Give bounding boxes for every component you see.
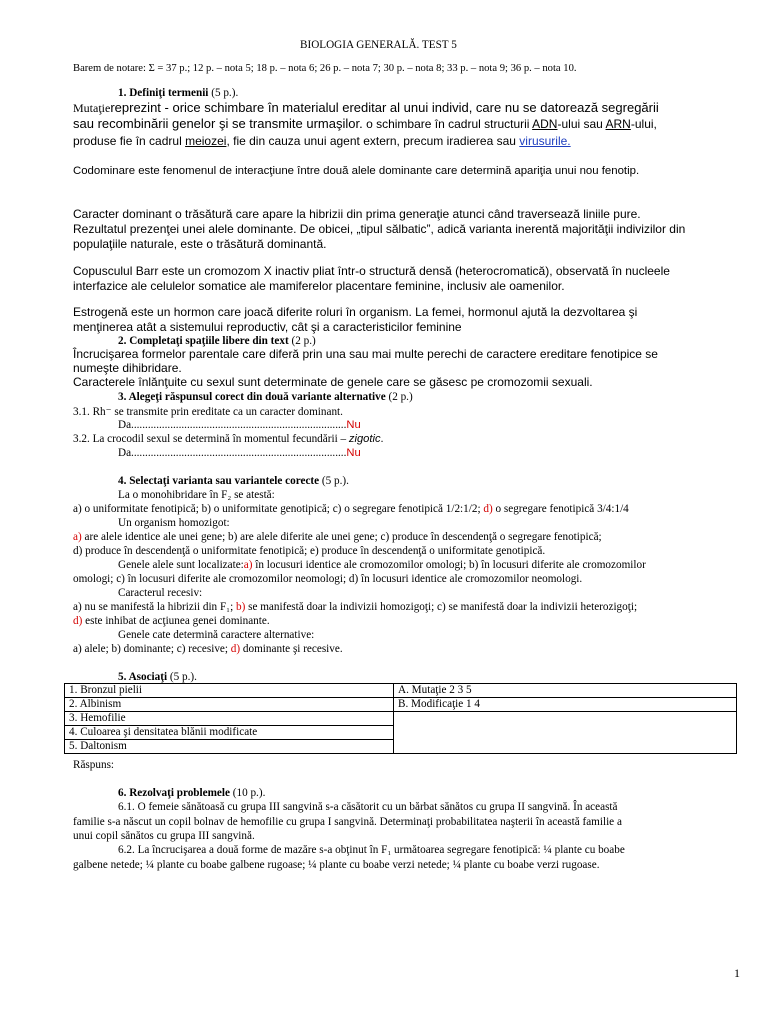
def-caracter-line-2: Rezultatul prezenţei unei alele dominante. De obicei, „tipul sălbatic”, adică varianta inerentă majorităţii indivizilor din [73, 222, 686, 236]
assoc-right-empty [394, 712, 737, 754]
table-row [65, 698, 737, 712]
arn-link[interactable]: ARN [605, 117, 631, 131]
problem-6-1-line-2: familie s-a născut un copil bolnav de hemofilie cu grupa I sangvină. Determinaţi probabilitatea naşterii în această familie a [73, 816, 622, 828]
def-caracter-line-1: Caracter dominant o trăsătură care apare la hibrizii din prima generaţie atunci când traversează liniile pure. [73, 207, 641, 221]
table-row [65, 712, 737, 726]
options-4-4-line-1: a) nu se manifestă la hibrizii din F₁; b) se manifestă doar la indivizii homozigoţi; c) se manifestă doar la indivizii heterozigoţi; [73, 601, 638, 613]
def-barr-line-1: Copusculul Barr este un cromozom X inactiv pliat într-o structură densă (heterocromatică), observată în nucleele [73, 264, 670, 278]
fill-in-line-1: Încrucişarea formelor parentale care diferă prin una sau mai multe perechi de caractere ereditare fenotipice se [73, 347, 658, 361]
options-4-4-line-2: d) este inhibat de acţiunea genei dominante. [73, 615, 270, 627]
assoc-right-b: B. Modificaţie 1 4 [394, 698, 737, 712]
assoc-left-5: 5. Daltonism [65, 740, 394, 754]
grading-scale: Barem de notare: Σ = 37 p.; 12 p. – nota 5; 18 p. – nota 6; 26 p. – nota 7; 30 p. – nota 8; 33 p. – nota 9; 36 p. – nota 10. [73, 63, 577, 74]
options-4-2-line-2: d) produce în descendenţă o uniformitate fenotipică; e) produce în descendenţă o uniformitate genotipică. [73, 545, 546, 557]
def-mutatie-line-2: sau recombinării genelor şi se transmite urmaşilor. o schimbare în cadrul structurii ADN-ului sau ARN-ului, [73, 116, 657, 131]
assoc-right-a: A. Mutaţie 2 3 5 [394, 684, 737, 698]
page-number: 1 [734, 966, 740, 980]
def-estrogen-line-2: menţinerea atât a sistemului reproductiv, cât şi a caracteristicilor feminine [73, 320, 462, 334]
question-3-2: 3.2. La crocodil sexul se determină în momentul fecundării – zigotic. [73, 433, 384, 445]
def-codominare: Codominare este fenomenul de interacţiune între două alele dominante care determină apariţia unui nou fenotip. [73, 165, 640, 177]
question-4-3: Genele alele sunt localizate:a) în locusuri identice ale cromozomilor omologi; b) în locusuri diferite ale cromozomilor [118, 559, 646, 571]
problem-6-2-line-2: galbene netede; ¼ plante cu boabe galbene rugoase; ¼ plante cu boabe verzi netede; ¼ plante cu boabe verzi rugoase. [73, 859, 600, 871]
problem-6-2-line-1: 6.2. La încrucişarea a două forme de mazăre s-a obţinut în F₁ următoarea segregare fenotipică: ¼ plante cu boabe [118, 844, 625, 856]
section-3-heading: 3. Alegeţi răspunsul corect din două variante alternative (2 p.) [118, 391, 413, 403]
answer-3-1-value: Nu [346, 419, 361, 431]
section-1-heading: 1. Definiţi termenii (5 p.). [118, 87, 239, 99]
question-4-5: Genele cate determină caractere alternative: [118, 629, 315, 641]
adn-link[interactable]: ADN [532, 117, 558, 131]
problem-6-1-line-1: 6.1. O femeie sănătoasă cu grupa III sangvină s-a căsătorit cu un bărbat sănătos cu grupa II sangvină. În această [118, 801, 618, 813]
options-4-1: a) o uniformitate fenotipică; b) o uniformitate genotipică; c) o segregare fenotipică 1/2:1/2; d) o segregare fenotipică 3/4:1/4 [73, 503, 629, 515]
section-5-heading: 5. Asociaţi (5 p.). [118, 671, 197, 683]
def-mutatie-line-1: Mutaţiereprezint - orice schimbare în materialul ereditar al unui individ, care nu se datorează segregării [73, 100, 659, 115]
association-table [64, 683, 737, 754]
answer-3-2-value: Nu [346, 447, 361, 459]
answer-3-2: Da.............................................................................Nu [118, 447, 361, 459]
def-mutatie-line-3: produse fie în cadrul meiozei, fie din cauza unui agent extern, precum iradierea sau virusurile. [73, 134, 571, 148]
answer-label: Răspuns: [73, 759, 115, 771]
options-4-5: a) alele; b) dominante; c) recesive; d) dominante şi recesive. [73, 643, 343, 655]
section-6-heading: 6. Rezolvaţi problemele (10 p.). [118, 787, 266, 799]
options-4-3-line-2: omologi; c) în locusuri diferite ale cromozomilor neomologi; d) în locusuri identice ale cromozomilor neomologi. [73, 573, 583, 585]
table-row [65, 684, 737, 698]
page-title: BIOLOGIA GENERALĂ. TEST 5 [300, 39, 457, 51]
def-caracter-line-3: populaţiile naturale, este o trăsătură dominantă. [73, 237, 327, 251]
assoc-left-4: 4. Culoarea şi densitatea blănii modificate [65, 726, 394, 740]
answer-3-1: Da.............................................................................Nu [118, 419, 361, 431]
assoc-left-1: 1. Bronzul pielii [65, 684, 394, 698]
virusuri-link[interactable]: virusurile. [519, 134, 571, 148]
assoc-left-2: 2. Albinism [65, 698, 394, 712]
fill-in-line-2: numeşte dihibridare. [73, 361, 182, 375]
assoc-left-3: 3. Hemofilie [65, 712, 394, 726]
options-4-2-line-1: a) are alele identice ale unei gene; b) are alele diferite ale unei gene; c) produce în descendenţă o segregare fenotipică; [73, 531, 602, 543]
section-4-heading: 4. Selectaţi varianta sau variantele corecte (5 p.). [118, 475, 349, 487]
section-2-heading: 2. Completaţi spaţiile libere din text (2 p.) [118, 335, 316, 347]
question-4-4: Caracterul recesiv: [118, 587, 203, 599]
fill-in-line-3: Caracterele înlănţuite cu sexul sunt determinate de genele care se găsesc pe cromozomii sexuali. [73, 375, 593, 389]
def-barr-line-2: interfazice ale celulelor somatice ale mamiferelor placentare feminine, inclusiv ale oamenilor. [73, 279, 565, 293]
question-4-2: Un organism homozigot: [118, 517, 230, 529]
question-4-1: La o monohibridare în F₂ se atestă: [118, 489, 275, 501]
question-3-1: 3.1. Rh⁻ se transmite prin ereditate ca un caracter dominant. [73, 406, 343, 418]
def-estrogen-line-1: Estrogenă este un hormon care joacă diferite roluri în organism. La femei, hormonul ajută la dezvoltarea şi [73, 305, 638, 319]
problem-6-1-line-3: unui copil sănătos cu grupa III sangvină. [73, 830, 255, 842]
meioza-link[interactable]: meiozei [185, 134, 227, 148]
